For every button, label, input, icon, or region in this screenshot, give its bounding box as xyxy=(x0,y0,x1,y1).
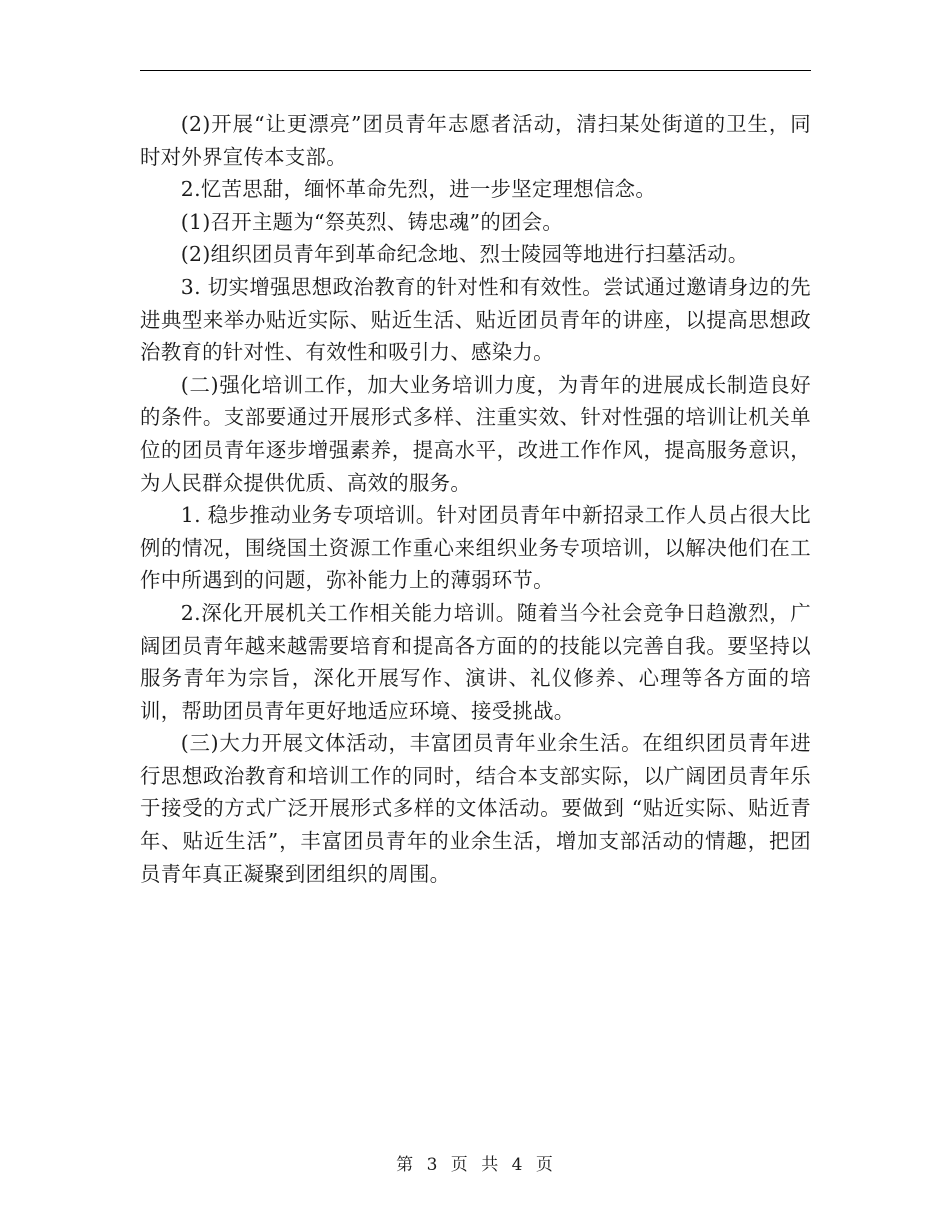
paragraph: 2.深化开展机关工作相关能力培训。随着当今社会竞争日趋激烈，广阔团员青年越来越需要培育和提高各方面的的技能以完善自我。要坚持以服务青年为宗旨，深化开展写作、演讲、礼仪修养、心理等各方面的培训，帮助团员青年更好地适应环境、接受挑战。 xyxy=(140,600,811,723)
header-rule xyxy=(140,70,811,71)
paragraph: (2)开展“让更漂亮”团员青年志愿者活动，清扫某处街道的卫生，同时对外界宣传本支部。 xyxy=(140,112,811,169)
paragraph: 2.忆苦思甜，缅怀革命先烈，进一步坚定理想信念。 xyxy=(180,177,657,202)
paragraph: 1. 稳步推动业务专项培训。针对团员青年中新招录工作人员占很大比例的情况，围绕国土资源工作重心来组织业务专项培训，以解决他们在工作中所遇到的问题，弥补能力上的薄弱环节。 xyxy=(140,503,811,593)
paragraph: (三)大力开展文体活动，丰富团员青年业余生活。在组织团员青年进行思想政治教育和培训工作的同时，结合本支部实际，以广阔团员青年乐于接受的方式广泛开展形式多样的文体活动。要做到 “贴近实际、贴近青年、贴近生活”，丰富团员青年的业余生活，增加支部活动的情趣，把团员青年真正凝聚到团组织的周围。 xyxy=(140,731,811,886)
paragraph: (二)强化培训工作，加大业务培训力度，为青年的进展成长制造良好的条件。支部要通过开展形式多样、注重实效、针对性强的培训让机关单位的团员青年逐步增强素养，提高水平，改进工作作风，提高服务意识，为人民群众提供优质、高效的服务。 xyxy=(140,372,811,495)
paragraph: (2)组织团员青年到革命纪念地、烈士陵园等地进行扫墓活动。 xyxy=(180,242,749,267)
page-number: 第 3 页 共 4 页 xyxy=(396,1155,554,1175)
paragraph: 3. 切实增强思想政治教育的针对性和有效性。尝试通过邀请身边的先进典型来举办贴近实际、贴近生活、贴近团员青年的讲座，以提高思想政治教育的针对性、有效性和吸引力、感染力。 xyxy=(140,274,811,365)
document-body xyxy=(140,108,811,890)
paragraph: (1)召开主题为“祭英烈、铸忠魂”的团会。 xyxy=(180,209,564,234)
